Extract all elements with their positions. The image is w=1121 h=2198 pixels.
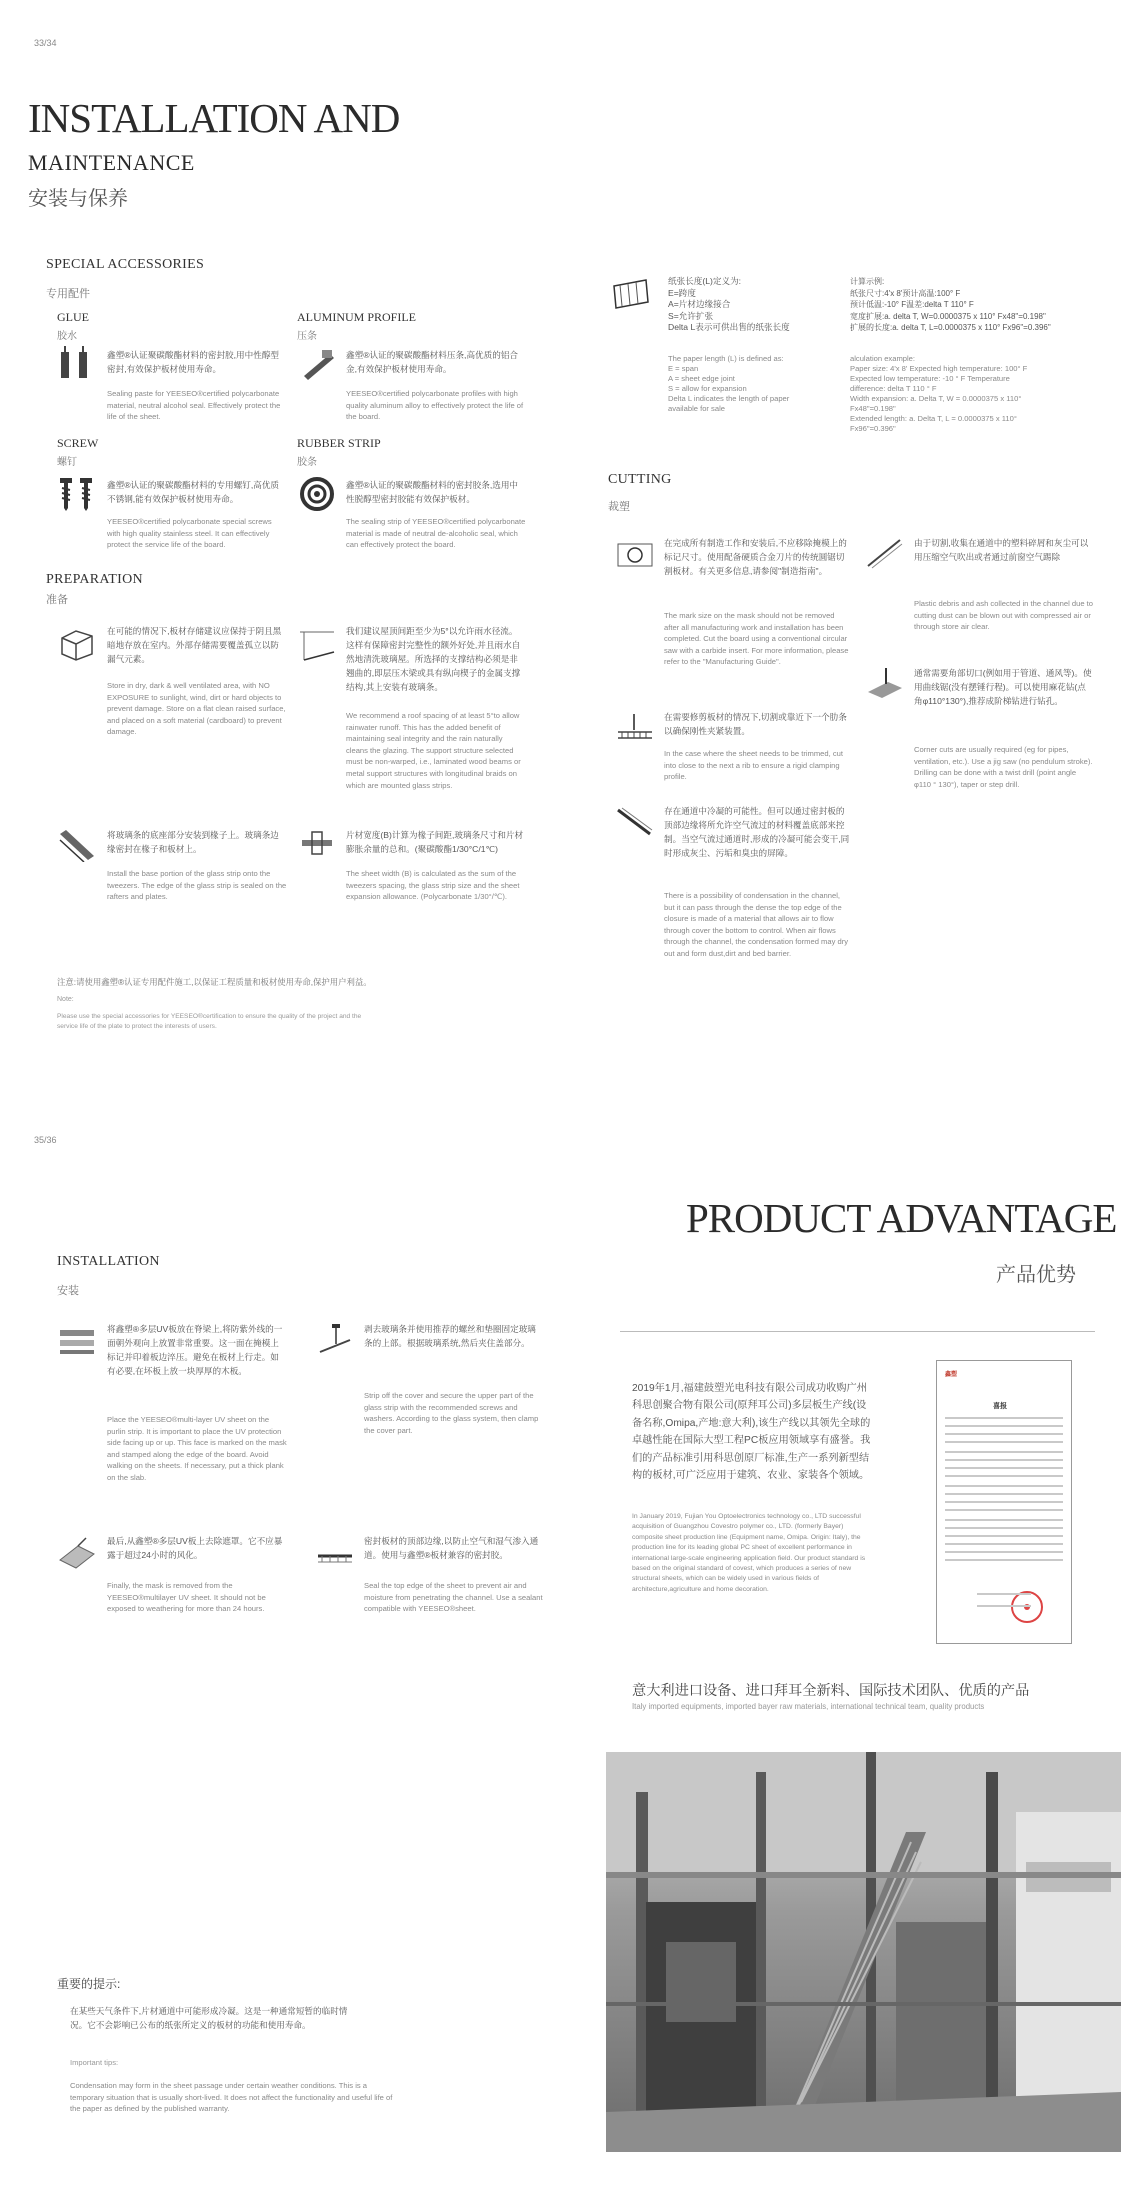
document-logo: 鑫塑 xyxy=(945,1372,958,1378)
tips-title-cn: 重要的提示: xyxy=(57,1977,121,1991)
document-text-line xyxy=(945,1493,1063,1495)
tips-text-cn: 在某些天气条件下,片材通道中可能形成冷凝。这是一种通常短暂的临时情况。它不会影响已公布的纸张所定义的板材的功能和使用寿命。 xyxy=(70,2006,348,2030)
document-text-line xyxy=(945,1433,1063,1435)
sheet-length-icon xyxy=(612,276,650,312)
cutting-step1-cn: 在完成所有制造工作和安装后,不应移除掩模上的标记尺寸。使用配备硬质合金刀片的传统圆锯切割板材。有关更多信息,请参阅"制造指南"。 xyxy=(664,538,847,576)
page-title-cn: 安装与保养 xyxy=(28,188,128,210)
length-en-line: Delta L indicates the length of paper available for sale xyxy=(668,394,790,413)
certificate-document xyxy=(936,1360,1072,1644)
document-text-line xyxy=(945,1485,1063,1487)
calc-example-cn xyxy=(850,276,1110,334)
length-cn-line: S=允许扩张 xyxy=(668,310,714,321)
rubber-strip-title-cn: 胶条 xyxy=(297,457,317,468)
cutting-step1-en: The mark size on the mask should not be removed after all manufacturing work and installation has been completed. Cut the board using a conventional circular saw with a carbide insert. For more information, please refer to the "Manufacturing Guide". xyxy=(664,611,849,667)
prep-step2-cn: 我们建议屋顶间距至少为5°以允许雨水径流。这样有保障密封完整性的额外好处,并且雨水自然地清洗玻璃屋。所选择的支撑结构必须是非翘曲的,即层压木梁或具有纵向楔子的金属支撑结构,其上安装有玻璃条。 xyxy=(346,626,521,692)
document-text-line xyxy=(945,1425,1063,1427)
factory-photo xyxy=(606,1752,1121,2152)
section-title-cutting-cn: 裁塑 xyxy=(608,501,630,513)
prep-step4-cn: 片材宽度(B)计算为椽子间距,玻璃条尺寸和片材膨胀余量的总和。(聚碳酸酯1/30°C/1℃) xyxy=(346,830,524,854)
document-title: 喜报 xyxy=(993,1403,1007,1410)
tips-text-en: Condensation may form in the sheet passage under certain weather conditions. This is a temporary situation that is usually short-lived. It does not affect the functionality and useful life of the paper as defined by the published warranty. xyxy=(70,2081,393,2114)
trim-rib-icon xyxy=(616,710,654,746)
advantage-title: PRODUCT ADVANTAGE xyxy=(686,1195,1117,1241)
advantage-title-cn: 产品优势 xyxy=(996,1264,1076,1286)
install-step2-en: Strip off the cover and secure the upper part of the glass strip with the recommended screws and washers. According to the glass system, then clamp the cover part. xyxy=(364,1391,539,1435)
aluminum-profile-icon xyxy=(300,346,338,382)
glue-title: GLUE xyxy=(57,310,89,324)
page-subtitle: MAINTENANCE xyxy=(28,150,195,175)
section-title-special: SPECIAL ACCESSORIES xyxy=(46,257,205,272)
cutting-step3-cn: 存在通道中冷凝的可能性。但可以通过密封板的顶部边缘将所允许空气流过的材料覆盖底部来控制。当空气流过通道时,形成的冷凝可能会变干,同时形成灰尘、污垢和臭虫的屏障。 xyxy=(664,806,850,858)
calc-en-line: Width expansion: a. Delta T, W = 0.0000375 x 110° xyxy=(850,394,1022,403)
glue-desc-en: Sealing paste for YEESEO®certified polycarbonate material, neutral alcohol seal. Effectively protect the life of the sheet. xyxy=(107,389,281,422)
document-text-line xyxy=(945,1535,1063,1537)
debris-blow-icon xyxy=(866,536,904,572)
section-title-special-cn: 专用配件 xyxy=(46,288,90,300)
document-text-line xyxy=(945,1527,1063,1529)
calc-cn-line: 扩展的长度:a. delta T, L=0.0000375 x 110° Fx96"=0.396" xyxy=(850,323,1051,332)
document-text-line xyxy=(945,1559,1063,1561)
length-definition-cn xyxy=(668,276,848,334)
section-title-cutting: CUTTING xyxy=(608,472,672,487)
length-cn-line: A=片材边缘接合 xyxy=(668,299,731,309)
calc-cn-line: 宽度扩展:a. delta T, W=0.0000375 x 110° Fx48"=0.198" xyxy=(850,311,1046,321)
screw-desc-cn: 鑫塑®认证的聚碳酸酯材料的专用螺钉,高优质不锈钢,能有效保护板材使用寿命。 xyxy=(107,480,280,504)
screw-title-cn: 螺钉 xyxy=(57,457,77,468)
note-label: Note: xyxy=(57,996,74,1003)
tips-title-en: Important tips: xyxy=(70,2058,119,2067)
prep-step1-cn: 在可能的情况下,板材存储建议应保持于阴且黑暗地存放在室内。外部存储需要覆盖孤立以防漏气元素。 xyxy=(107,626,282,664)
corner-drill-icon xyxy=(866,666,904,702)
rubber-strip-title: RUBBER STRIP xyxy=(297,436,381,450)
calc-en-line: difference: delta T 110 ° F xyxy=(850,384,937,393)
page-number: 33/34 xyxy=(34,38,57,48)
note-en: Please use the special accessories for YEESEO®certification to ensure the quality of the project and the service life of the plate to protect the interests of users. xyxy=(57,1013,362,1030)
document-signature-line xyxy=(977,1605,1031,1607)
glue-title-cn: 胶水 xyxy=(57,331,77,342)
cutting-step4-en: Plastic debris and ash collected in the channel due to cutting dust can be blown out with compressed air or through store air clear. xyxy=(914,599,1093,632)
calc-en-line: Fx96"=0.396" xyxy=(850,424,896,433)
document-text-line xyxy=(945,1417,1063,1419)
install-step2-cn: 剥去玻璃条并使用推荐的螺丝和垫圈固定玻璃条的上部。根据玻璃系统,然后夹住盖部分。 xyxy=(364,1324,536,1348)
length-en-line: A = sheet edge joint xyxy=(668,374,735,383)
document-text-line xyxy=(945,1441,1063,1443)
aluminum-desc-cn: 鑫塑®认证的聚碳酸酯材料压条,高优质的铝合金,有效保护板材使用寿命。 xyxy=(346,350,519,374)
calc-cn-line: 纸张尺寸:4'x 8'预计高温:100° F xyxy=(850,288,961,298)
document-text-line xyxy=(945,1451,1063,1453)
advantage-paragraph-en: In January 2019, Fujian You Optoelectronics technology co., LTD successful acquisition of Guangzhou Covestro polymer co., LTD. (formerly Bayer) composite sheet production line (Equipment name, Omipa. Origin: Italy), the production line for its leading global PC sheet of excellent performance in international large-scale engineering application field. Our product standard is based on the original standard of covest, which produces a series of new structural sheets, which can be widely used in various fields of architecture,agriculture and home decoration. xyxy=(632,1513,866,1593)
document-text-line xyxy=(945,1543,1063,1545)
cutting-step5-cn: 通常需要角部切口(例如用于管道、通风等)。使用曲线锯(没有摆锤行程)。可以使用麻花钻(点角φ110°130°),推荐成阶梯钻进行钻孔。 xyxy=(914,668,1092,706)
cutting-step4-cn: 由于切割,收集在通道中的塑料碎屑和灰尘可以用压缩空气吹出或者通过前窗空气踢除 xyxy=(914,538,1089,562)
prep-step3-en: Install the base portion of the glass strip onto the tweezers. The edge of the glass strip is sealed on the rafters and plates. xyxy=(107,869,287,902)
glass-strip-clamp-icon xyxy=(316,1322,354,1358)
circular-saw-icon xyxy=(616,536,654,572)
seal-edge-icon xyxy=(316,1534,354,1570)
condensation-channel-icon xyxy=(616,804,654,840)
section-title-installation-cn: 安装 xyxy=(57,1285,79,1297)
mask-removal-icon xyxy=(58,1534,96,1570)
length-cn-line: 纸张长度(L)定义为: xyxy=(668,276,742,286)
calc-en-line: alculation example: xyxy=(850,354,916,363)
slogan-cn: 意大利进口设备、进口拜耳全新料、国际技术团队、优质的产品 xyxy=(632,1683,1030,1699)
screw-icon xyxy=(57,476,95,512)
install-step1-cn: 将鑫塑®多层UV板放在脊梁上,将防紫外线的一面朝外观向上放置非常重要。这一面在掩模上标记并印着板边淬压。避免在板材上行走。如有必要,在坏板上放一块厚厚的木板。 xyxy=(107,1324,283,1376)
install-step3-cn: 最后,从鑫塑®多层UV板上去除遮罩。它不应暴露于超过24小时的风化。 xyxy=(107,1536,283,1560)
rubber-strip-icon xyxy=(298,476,336,512)
calc-cn-line: 预计低温:-10° F温差:delta T 110° F xyxy=(850,300,974,309)
calc-en-line: Paper size: 4'x 8' Expected high temperature: 100° F xyxy=(850,364,1028,373)
cutting-step3-en: There is a possibility of condensation in the channel, but it can pass through the dense the top edge of the closure is made of a material that allows air to flow through cover the bottom to control. When air flows through the channel, the condensation formed may dry out and form dust,dirt and bed barrier. xyxy=(664,891,849,958)
section-title-installation: INSTALLATION xyxy=(57,1254,160,1269)
prep-step2-en: We recommend a roof spacing of at least 5°to allow rainwater runoff. This has the added benefit of maintaining seal integrity and the rain naturally cleans the glazing. The support structure selected must be non-warped, i.e., laminated wood beams or metal support structures with longitudinal braids on which are mounted glass strips. xyxy=(346,711,521,790)
calc-example-en xyxy=(850,354,1050,434)
screw-title: SCREW xyxy=(57,436,99,450)
document-text-line xyxy=(945,1475,1063,1477)
factory-equipment-illustration xyxy=(606,1752,1121,2152)
length-en-line: The paper length (L) is defined as: xyxy=(668,354,784,363)
aluminum-title: ALUMINUM PROFILE xyxy=(297,310,417,324)
rubber-strip-desc-cn: 鑫塑®认证的聚碳酸酯材料的密封胶条,选用中性脱醇型密封胶能有效保护板材。 xyxy=(346,480,519,504)
document-text-line xyxy=(945,1551,1063,1553)
document-text-line xyxy=(945,1509,1063,1511)
storage-box-icon xyxy=(58,626,96,662)
document-text-line xyxy=(945,1459,1063,1461)
install-step1-en: Place the YEESEO®multi-layer UV sheet on the purlin strip. It is important to place the UV protection side facing up or up. This face is marked on the mask and stamped along the edge of the board. Avoid walking on the sheets. If necessary, put a thick plank on the slab. xyxy=(107,1415,287,1482)
length-en-line: E = span xyxy=(668,364,699,373)
cutting-step2-cn: 在需要修剪板材的情况下,切割或靠近下一个肋条以确保刚性夹紧装置。 xyxy=(664,712,847,736)
calc-en-line: Expected low temperature: -10 ° F Temperature xyxy=(850,374,1010,383)
slogan-en: Italy imported equipments, imported bayer raw materials, international technical team, quality products xyxy=(632,1702,985,1711)
page-title: INSTALLATION AND xyxy=(28,95,400,141)
prep-step3-cn: 将玻璃条的底座部分安装到椽子上。玻璃条边缘密封在椽子和板材上。 xyxy=(107,830,279,854)
document-signature-line xyxy=(977,1593,1031,1595)
calc-en-line: Extended length: a. Delta T, L = 0.0000375 x 110° xyxy=(850,414,1017,423)
section-title-preparation-cn: 准备 xyxy=(46,594,68,606)
roof-slope-icon xyxy=(298,626,336,662)
page-number: 35/36 xyxy=(34,1135,57,1145)
screw-desc-en: YEESEO®certified polycarbonate special screws with high quality stainless steel. It can effectively protect the service life of the board. xyxy=(107,517,272,550)
install-step4-cn: 密封板材的顶部边缘,以防止空气和湿气渗入通道。使用与鑫塑®板材兼容的密封胶。 xyxy=(364,1536,539,1560)
aluminum-desc-en: YEESEO®certified polycarbonate profiles with high quality aluminum alloy to effectively protect the life of the board. xyxy=(346,389,524,422)
cutting-step2-en: In the case where the sheet needs to be trimmed, cut into close to the next a rib to ensure a rigid clamping profile. xyxy=(664,749,843,782)
document-text-line xyxy=(945,1501,1063,1503)
prep-step4-en: The sheet width (B) is calculated as the sum of the tweezers spacing, the glass strip size and the sheet expansion allowance. (Polycarbonate 1/30°/℃). xyxy=(346,869,520,902)
document-text-line xyxy=(945,1467,1063,1469)
uv-sheet-icon xyxy=(58,1322,96,1358)
divider xyxy=(620,1331,1095,1332)
length-definition-en xyxy=(668,354,808,414)
cutting-step5-en: Corner cuts are usually required (eg for pipes, ventilation, etc.). Use a jig saw (no pendulum stroke). Drilling can be done with a twist drill (point angle φ110 ° 130°), taper or step drill. xyxy=(914,745,1093,789)
length-cn-line: E=跨度 xyxy=(668,287,696,298)
length-cn-line: Delta L表示可供出售的纸张长度 xyxy=(668,322,790,332)
rubber-strip-desc-en: The sealing strip of YEESEO®certified polycarbonate material is made of neutral de-alcoholic seal, which can effectively protect the board. xyxy=(346,517,526,550)
glue-desc-cn: 鑫塑®认证聚碳酸酯材料的密封胶,用中性醇型密封,有效保护板材使用寿命。 xyxy=(107,350,280,374)
document-text-line xyxy=(945,1519,1063,1521)
note-cn: 注意:请使用鑫塑®认证专用配件施工,以保证工程质量和板材使用寿命,保护用户利益。 xyxy=(57,977,372,987)
advantage-paragraph-cn: 2019年1月,福建鼓塑光电科技有限公司成功收购广州科思创聚合物有限公司(原拜耳公司)多层板生产线(设备名称,Omipa,产地:意大利),该生产线以其领先全球的卓越性能在国际大型工程PC板应用领域享有盛誉。我们的产品标准引用科思创原厂标准,生产一系列新型结构的板材,可广泛应用于建筑、农业、家装各个领域。 xyxy=(632,1383,871,1482)
glue-icon xyxy=(57,346,95,382)
section-title-preparation: PREPARATION xyxy=(46,572,143,587)
calc-cn-line: 计算示例: xyxy=(850,277,885,286)
install-step3-en: Finally, the mask is removed from the YEESEO®multilayer UV sheet. It should not be exposed to weathering for more than 24 hours. xyxy=(107,1581,266,1614)
prep-step1-en: Store in dry, dark & well ventilated area, with NO EXPOSURE to sunlight, wind, dirt or hard objects to prevent damage. Store on a flat clean raised surface, and placed on a soft material (cardboard) to prevent damage. xyxy=(107,681,286,737)
aluminum-title-cn: 压条 xyxy=(297,331,317,342)
calc-en-line: Fx48"=0.198" xyxy=(850,404,896,413)
install-step4-en: Seal the top edge of the sheet to prevent air and moisture from penetrating the channel. Use a sealant compatible with YEESEO®sheet. xyxy=(364,1581,543,1614)
sheet-width-icon xyxy=(298,826,336,862)
length-en-line: S = allow for expansion xyxy=(668,384,747,393)
rafter-icon xyxy=(58,826,96,862)
